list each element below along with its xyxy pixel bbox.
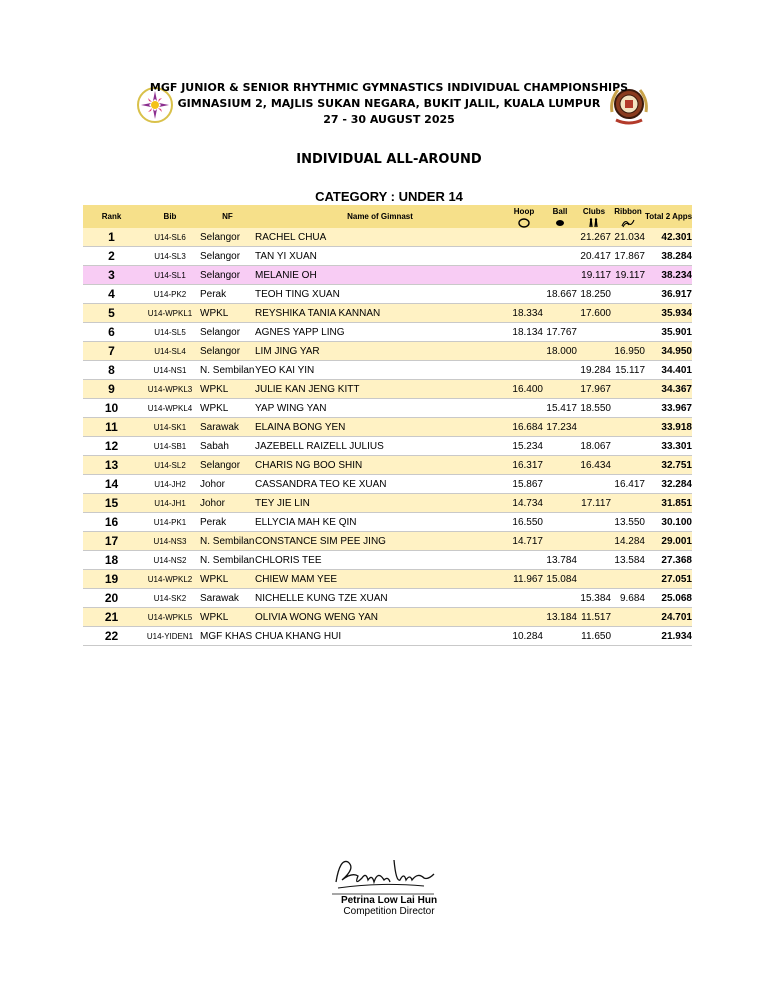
hoop-score-cell — [505, 361, 543, 380]
total-score-cell: 27.051 — [645, 570, 692, 589]
nf-cell: Selangor — [200, 228, 255, 247]
hoop-icon — [518, 218, 530, 228]
hoop-score-cell: 16.684 — [505, 418, 543, 437]
ball-score-cell — [543, 494, 577, 513]
ball-score-cell: 13.784 — [543, 551, 577, 570]
championship-title: MGF JUNIOR & SENIOR RHYTHMIC GYMNASTICS INDIVIDUAL CHAMPIONSHIPS — [149, 81, 629, 94]
signatory-name: Petrina Low Lai Hun — [340, 895, 438, 906]
rank-cell: 1 — [83, 228, 140, 247]
director-signature — [328, 852, 438, 896]
nf-cell: Perak — [200, 285, 255, 304]
col-ball-label: Ball — [552, 207, 568, 216]
ribbon-score-cell — [611, 437, 645, 456]
bib-cell: U14-SL3 — [140, 247, 200, 266]
ribbon-score-cell: 16.417 — [611, 475, 645, 494]
table-row — [83, 513, 692, 532]
hoop-score-cell: 16.550 — [505, 513, 543, 532]
bib-cell: U14-WPKL1 — [140, 304, 200, 323]
ball-score-cell — [543, 513, 577, 532]
col-name: Name of Gimnast — [255, 205, 505, 228]
rank-cell: 3 — [83, 266, 140, 285]
nf-cell: Sabah — [200, 437, 255, 456]
rank-cell: 8 — [83, 361, 140, 380]
gymnast-name-cell: OLIVIA WONG WENG YAN — [255, 608, 505, 627]
ribbon-score-cell: 19.117 — [611, 266, 645, 285]
total-score-cell: 38.234 — [645, 266, 692, 285]
nf-cell: MGF KHAS — [200, 627, 255, 646]
table-row — [83, 475, 692, 494]
total-score-cell: 24.701 — [645, 608, 692, 627]
gymnast-name-cell: CHLORIS TEE — [255, 551, 505, 570]
total-score-cell: 27.368 — [645, 551, 692, 570]
rank-cell: 9 — [83, 380, 140, 399]
ribbon-score-cell: 15.117 — [611, 361, 645, 380]
total-score-cell: 35.934 — [645, 304, 692, 323]
nf-cell: Selangor — [200, 247, 255, 266]
rank-cell: 16 — [83, 513, 140, 532]
ball-score-cell — [543, 437, 577, 456]
table-row — [83, 589, 692, 608]
ribbon-score-cell — [611, 380, 645, 399]
rank-cell: 10 — [83, 399, 140, 418]
hoop-score-cell: 14.717 — [505, 532, 543, 551]
ribbon-score-cell — [611, 323, 645, 342]
table-row — [83, 551, 692, 570]
total-score-cell: 33.967 — [645, 399, 692, 418]
col-hoop — [505, 205, 543, 228]
category-title: CATEGORY : UNDER 14 — [315, 189, 463, 204]
rank-cell: 11 — [83, 418, 140, 437]
table-row — [83, 570, 692, 589]
ribbon-score-cell: 16.950 — [611, 342, 645, 361]
table-row — [83, 399, 692, 418]
gymnast-name-cell: AGNES YAPP LING — [255, 323, 505, 342]
nf-cell: N. Sembilan — [200, 551, 255, 570]
ball-score-cell: 18.667 — [543, 285, 577, 304]
ball-score-cell — [543, 456, 577, 475]
nf-cell: Selangor — [200, 323, 255, 342]
total-score-cell: 34.367 — [645, 380, 692, 399]
clubs-score-cell — [577, 532, 611, 551]
rank-cell: 5 — [83, 304, 140, 323]
col-rank: Rank — [83, 205, 140, 228]
total-score-cell: 29.001 — [645, 532, 692, 551]
nf-cell: Johor — [200, 475, 255, 494]
clubs-score-cell — [577, 418, 611, 437]
ribbon-score-cell — [611, 399, 645, 418]
bib-cell: U14-PK1 — [140, 513, 200, 532]
bib-cell: U14-NS2 — [140, 551, 200, 570]
ball-icon — [554, 218, 566, 228]
hoop-score-cell: 11.967 — [505, 570, 543, 589]
bib-cell: U14-SK2 — [140, 589, 200, 608]
col-bib: Bib — [140, 205, 200, 228]
col-clubs — [577, 205, 611, 228]
hoop-score-cell — [505, 266, 543, 285]
col-ribbon — [611, 205, 645, 228]
clubs-score-cell: 18.550 — [577, 399, 611, 418]
table-row — [83, 285, 692, 304]
gymnast-name-cell: CONSTANCE SIM PEE JING — [255, 532, 505, 551]
nf-cell: N. Sembilan — [200, 532, 255, 551]
gymnast-name-cell: MELANIE OH — [255, 266, 505, 285]
bib-cell: U14-SK1 — [140, 418, 200, 437]
table-row — [83, 494, 692, 513]
total-score-cell: 33.918 — [645, 418, 692, 437]
rank-cell: 18 — [83, 551, 140, 570]
ribbon-score-cell — [611, 627, 645, 646]
clubs-score-cell: 15.384 — [577, 589, 611, 608]
nf-cell: WPKL — [200, 570, 255, 589]
hoop-score-cell — [505, 399, 543, 418]
ribbon-score-cell: 13.550 — [611, 513, 645, 532]
bib-cell: U14-WPKL5 — [140, 608, 200, 627]
ball-score-cell — [543, 361, 577, 380]
gymnast-name-cell: CHARIS NG BOO SHIN — [255, 456, 505, 475]
hoop-score-cell — [505, 608, 543, 627]
clubs-score-cell: 18.250 — [577, 285, 611, 304]
bib-cell: U14-SL4 — [140, 342, 200, 361]
gymnast-name-cell: YAP WING YAN — [255, 399, 505, 418]
clubs-score-cell: 21.267 — [577, 228, 611, 247]
hoop-score-cell: 15.234 — [505, 437, 543, 456]
gymnast-name-cell: TAN YI XUAN — [255, 247, 505, 266]
ribbon-score-cell: 13.584 — [611, 551, 645, 570]
signatory-role: Competition Director — [343, 906, 435, 917]
ribbon-score-cell — [611, 285, 645, 304]
ribbon-score-cell — [611, 608, 645, 627]
ball-score-cell: 18.000 — [543, 342, 577, 361]
ball-score-cell: 15.417 — [543, 399, 577, 418]
total-score-cell: 21.934 — [645, 627, 692, 646]
ball-score-cell: 15.084 — [543, 570, 577, 589]
bib-cell: U14-YIDEN1 — [140, 627, 200, 646]
gymnast-name-cell: ELLYCIA MAH KE QIN — [255, 513, 505, 532]
ball-score-cell — [543, 532, 577, 551]
nf-cell: Sarawak — [200, 418, 255, 437]
table-row — [83, 228, 692, 247]
table-header-row — [83, 205, 692, 228]
rank-cell: 6 — [83, 323, 140, 342]
table-row — [83, 627, 692, 646]
table-row — [83, 608, 692, 627]
total-score-cell: 36.917 — [645, 285, 692, 304]
ball-score-cell — [543, 627, 577, 646]
rank-cell: 13 — [83, 456, 140, 475]
col-ribbon-label: Ribbon — [614, 207, 642, 216]
col-hoop-label: Hoop — [513, 207, 535, 216]
bib-cell: U14-SB1 — [140, 437, 200, 456]
total-score-cell: 35.901 — [645, 323, 692, 342]
rank-cell: 15 — [83, 494, 140, 513]
bib-cell: U14-SL5 — [140, 323, 200, 342]
clubs-score-cell — [577, 551, 611, 570]
ball-score-cell — [543, 228, 577, 247]
venue: GIMNASIUM 2, MAJLIS SUKAN NEGARA, BUKIT JALIL, KUALA LUMPUR — [177, 97, 601, 110]
gymnast-name-cell: TEOH TING XUAN — [255, 285, 505, 304]
bib-cell: U14-WPKL2 — [140, 570, 200, 589]
rank-cell: 19 — [83, 570, 140, 589]
gymnast-name-cell: CHIEW MAM YEE — [255, 570, 505, 589]
rank-cell: 2 — [83, 247, 140, 266]
bib-cell: U14-JH2 — [140, 475, 200, 494]
ball-score-cell — [543, 247, 577, 266]
bib-cell: U14-SL6 — [140, 228, 200, 247]
hoop-score-cell: 14.734 — [505, 494, 543, 513]
clubs-score-cell — [577, 513, 611, 532]
ball-score-cell: 17.767 — [543, 323, 577, 342]
bib-cell: U14-PK2 — [140, 285, 200, 304]
clubs-score-cell: 16.434 — [577, 456, 611, 475]
hoop-score-cell — [505, 342, 543, 361]
table-row — [83, 266, 692, 285]
col-nf: NF — [200, 205, 255, 228]
ball-score-cell: 13.184 — [543, 608, 577, 627]
results-body — [83, 228, 692, 646]
clubs-score-cell: 11.517 — [577, 608, 611, 627]
table-row — [83, 323, 692, 342]
rank-cell: 14 — [83, 475, 140, 494]
total-score-cell: 32.284 — [645, 475, 692, 494]
nf-cell: N. Sembilan — [200, 361, 255, 380]
hoop-score-cell: 16.400 — [505, 380, 543, 399]
rank-cell: 22 — [83, 627, 140, 646]
hoop-score-cell — [505, 228, 543, 247]
bib-cell: U14-SL1 — [140, 266, 200, 285]
gymnast-name-cell: TEY JIE LIN — [255, 494, 505, 513]
hoop-score-cell: 16.317 — [505, 456, 543, 475]
gymnast-name-cell: JAZEBELL RAIZELL JULIUS — [255, 437, 505, 456]
rank-cell: 17 — [83, 532, 140, 551]
bib-cell: U14-WPKL3 — [140, 380, 200, 399]
table-row — [83, 247, 692, 266]
gymnast-name-cell: ELAINA BONG YEN — [255, 418, 505, 437]
bib-cell: U14-SL2 — [140, 456, 200, 475]
document-header — [0, 80, 778, 128]
ribbon-score-cell: 9.684 — [611, 589, 645, 608]
ball-score-cell — [543, 304, 577, 323]
clubs-score-cell: 17.600 — [577, 304, 611, 323]
table-row — [83, 361, 692, 380]
nf-cell: WPKL — [200, 399, 255, 418]
hoop-score-cell — [505, 551, 543, 570]
nf-cell: WPKL — [200, 608, 255, 627]
ball-score-cell — [543, 380, 577, 399]
nf-cell: WPKL — [200, 304, 255, 323]
rank-cell: 21 — [83, 608, 140, 627]
event-title: INDIVIDUAL ALL-AROUND — [296, 152, 482, 167]
clubs-score-cell — [577, 570, 611, 589]
nf-cell: Johor — [200, 494, 255, 513]
gymnast-name-cell: NICHELLE KUNG TZE XUAN — [255, 589, 505, 608]
ribbon-score-cell: 21.034 — [611, 228, 645, 247]
col-clubs-label: Clubs — [582, 207, 606, 216]
ribbon-score-cell — [611, 494, 645, 513]
table-row — [83, 380, 692, 399]
total-score-cell: 38.284 — [645, 247, 692, 266]
clubs-score-cell: 19.117 — [577, 266, 611, 285]
bib-cell: U14-NS1 — [140, 361, 200, 380]
ribbon-score-cell — [611, 304, 645, 323]
table-row — [83, 456, 692, 475]
col-ball — [543, 205, 577, 228]
ribbon-score-cell: 17.867 — [611, 247, 645, 266]
ribbon-icon — [621, 218, 635, 228]
ball-score-cell — [543, 589, 577, 608]
results-table — [83, 205, 692, 646]
bib-cell: U14-JH1 — [140, 494, 200, 513]
total-score-cell: 42.301 — [645, 228, 692, 247]
hoop-score-cell — [505, 285, 543, 304]
nf-cell: Sarawak — [200, 589, 255, 608]
clubs-score-cell: 17.967 — [577, 380, 611, 399]
nf-cell: WPKL — [200, 380, 255, 399]
total-score-cell: 25.068 — [645, 589, 692, 608]
hoop-score-cell: 18.134 — [505, 323, 543, 342]
table-row — [83, 437, 692, 456]
total-score-cell: 34.401 — [645, 361, 692, 380]
table-row — [83, 532, 692, 551]
clubs-score-cell: 20.417 — [577, 247, 611, 266]
hoop-score-cell: 18.334 — [505, 304, 543, 323]
ribbon-score-cell — [611, 456, 645, 475]
nf-cell: Selangor — [200, 266, 255, 285]
gymnast-name-cell: RACHEL CHUA — [255, 228, 505, 247]
clubs-score-cell: 19.284 — [577, 361, 611, 380]
ball-score-cell — [543, 266, 577, 285]
table-row — [83, 342, 692, 361]
rank-cell: 7 — [83, 342, 140, 361]
gymnast-name-cell: JULIE KAN JENG KITT — [255, 380, 505, 399]
gymnast-name-cell: CASSANDRA TEO KE XUAN — [255, 475, 505, 494]
total-score-cell: 32.751 — [645, 456, 692, 475]
gymnast-name-cell: REYSHIKA TANIA KANNAN — [255, 304, 505, 323]
ribbon-score-cell — [611, 418, 645, 437]
total-score-cell: 31.851 — [645, 494, 692, 513]
nf-cell: Selangor — [200, 456, 255, 475]
bib-cell: U14-WPKL4 — [140, 399, 200, 418]
gymnast-name-cell: LIM JING YAR — [255, 342, 505, 361]
ball-score-cell — [543, 475, 577, 494]
clubs-score-cell: 17.117 — [577, 494, 611, 513]
clubs-score-cell: 18.067 — [577, 437, 611, 456]
nf-cell: Perak — [200, 513, 255, 532]
gymnast-name-cell: YEO KAI YIN — [255, 361, 505, 380]
ribbon-score-cell — [611, 570, 645, 589]
hoop-score-cell — [505, 589, 543, 608]
table-row — [83, 418, 692, 437]
total-score-cell: 34.950 — [645, 342, 692, 361]
event-dates: 27 - 30 AUGUST 2025 — [323, 113, 455, 126]
clubs-score-cell: 11.650 — [577, 627, 611, 646]
clubs-icon — [587, 218, 601, 228]
hoop-score-cell: 10.284 — [505, 627, 543, 646]
total-score-cell: 33.301 — [645, 437, 692, 456]
clubs-score-cell — [577, 323, 611, 342]
gymnast-name-cell: CHUA KHANG HUI — [255, 627, 505, 646]
hoop-score-cell — [505, 247, 543, 266]
clubs-score-cell — [577, 342, 611, 361]
rank-cell: 12 — [83, 437, 140, 456]
total-score-cell: 30.100 — [645, 513, 692, 532]
bib-cell: U14-NS3 — [140, 532, 200, 551]
hoop-score-cell: 15.867 — [505, 475, 543, 494]
col-total: Total 2 Apps — [645, 205, 692, 228]
clubs-score-cell — [577, 475, 611, 494]
rank-cell: 20 — [83, 589, 140, 608]
table-row — [83, 304, 692, 323]
nf-cell: Selangor — [200, 342, 255, 361]
rank-cell: 4 — [83, 285, 140, 304]
ball-score-cell: 17.234 — [543, 418, 577, 437]
ribbon-score-cell: 14.284 — [611, 532, 645, 551]
